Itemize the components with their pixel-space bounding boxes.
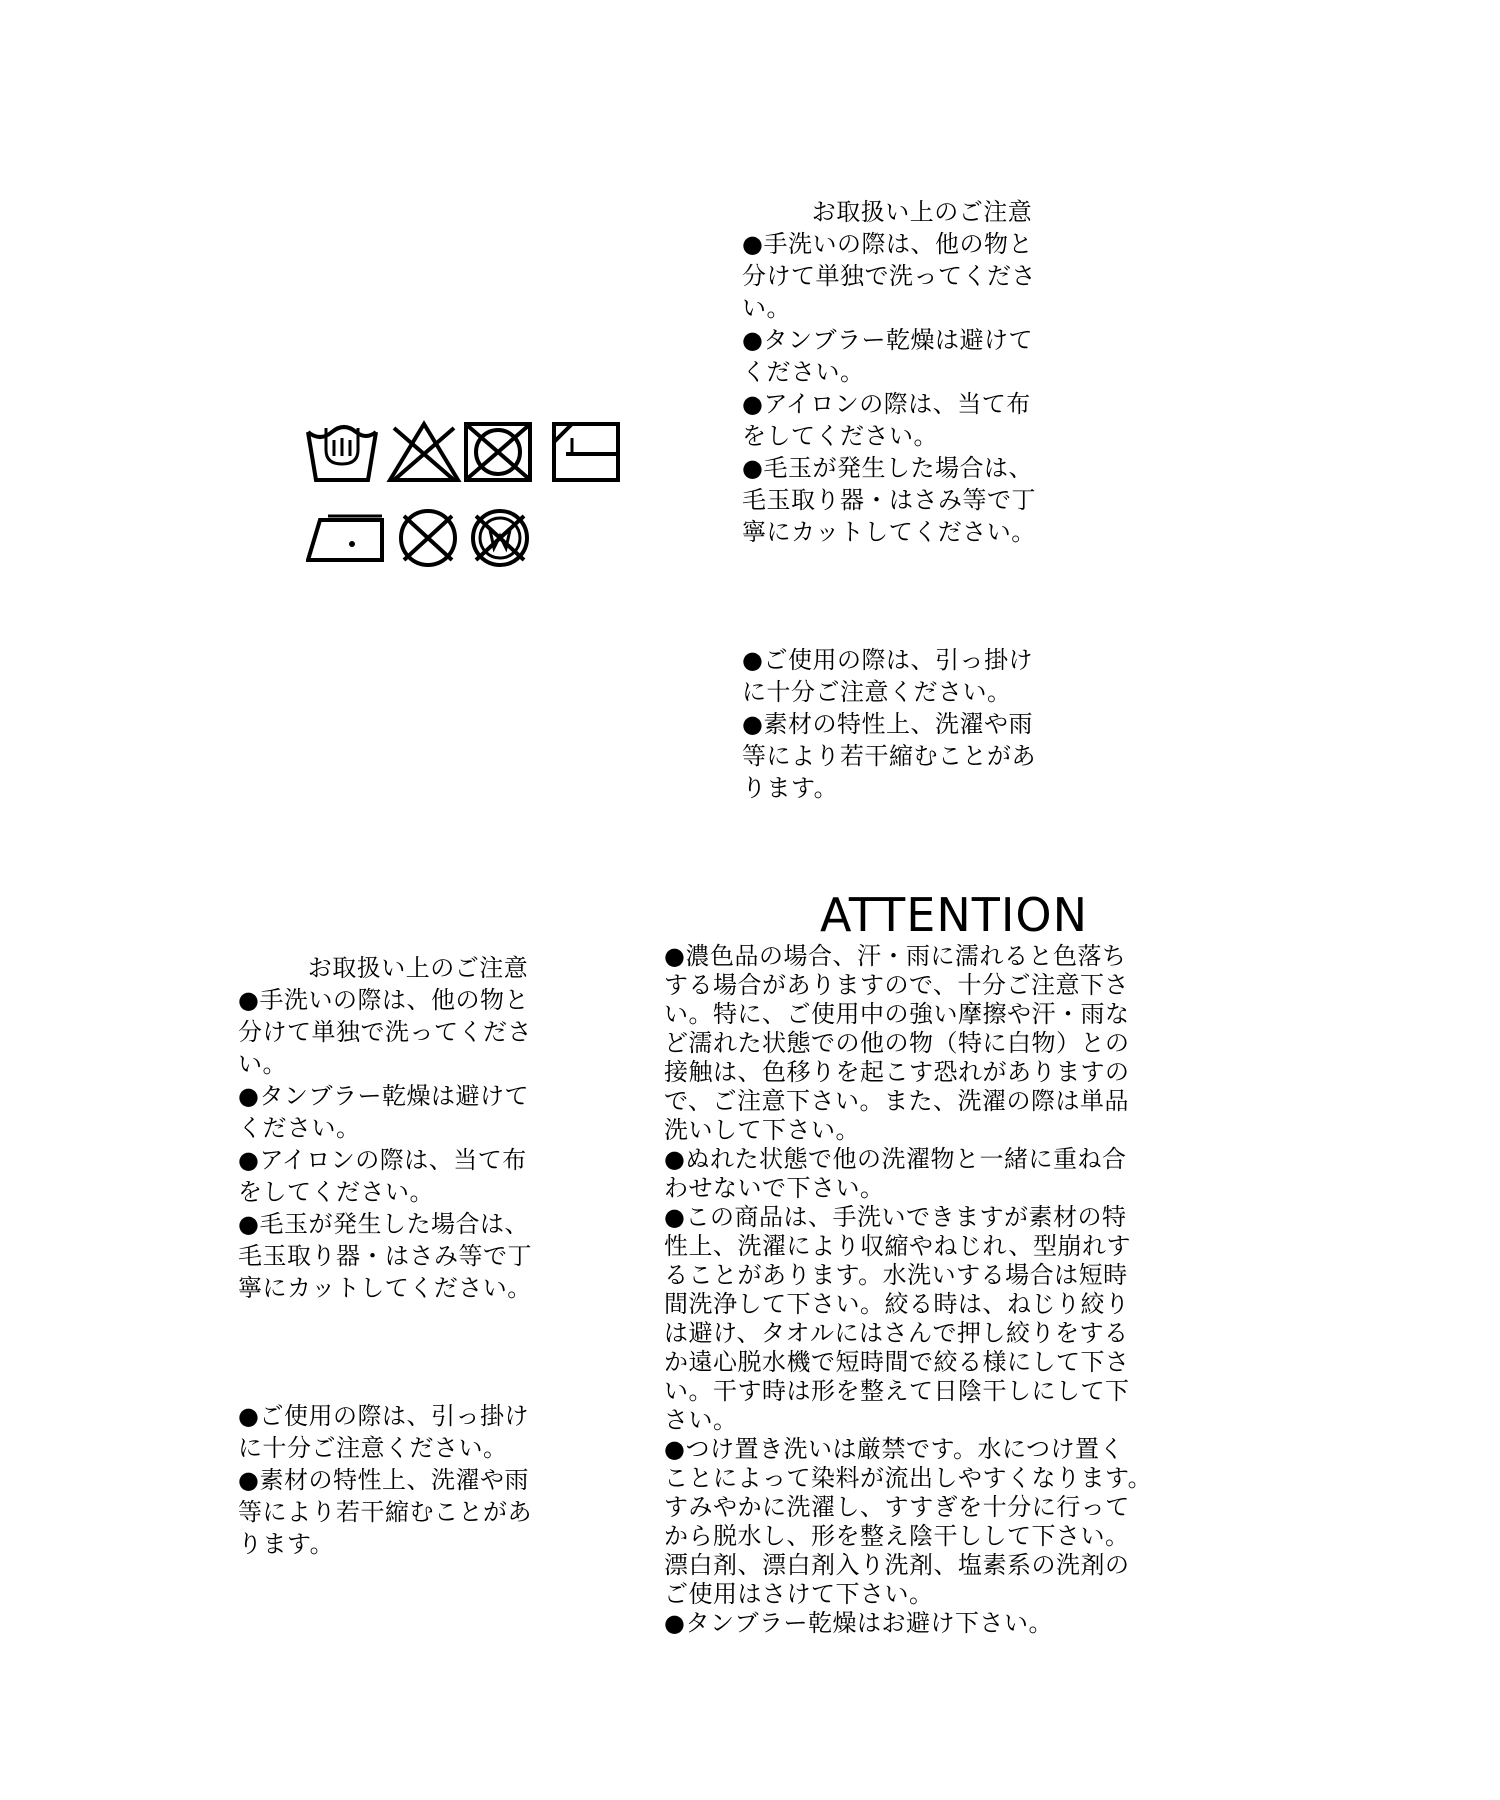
notice-line: ●毛玉が発生した場合は、 — [238, 1210, 529, 1238]
notice-title: お取扱い上のご注意 — [811, 198, 1033, 226]
notice-line: 等により若干縮むことがあ — [742, 742, 1036, 770]
attention-line: ることがあります。水洗いする場合は短時 — [664, 1261, 1128, 1289]
notice-top-extra — [742, 644, 1102, 804]
notice-top — [742, 196, 1102, 548]
hand-wash-30-icon — [308, 427, 376, 480]
attention-line: ●つけ置き洗いは厳禁です。水につけ置く — [664, 1435, 1125, 1463]
no-bleach-icon — [390, 424, 458, 480]
attention-line: 接触は、色移りを起こす恐れがありますの — [664, 1058, 1130, 1086]
no-wet-clean-icon — [473, 511, 527, 565]
attention-line: 性上、洗濯により収縮やねじれ、型崩れす — [664, 1232, 1131, 1260]
attention-line: さい。 — [664, 1406, 738, 1434]
attention-line: から脱水し、形を整え陰干しして下さい。 — [664, 1522, 1130, 1550]
dry-flat-shade-icon — [554, 424, 618, 480]
no-tumble-dry-icon — [466, 424, 530, 480]
iron-low-icon — [308, 516, 382, 560]
attention-line: か遠心脱水機で短時間で絞る様にして下さ — [664, 1348, 1130, 1376]
notice-line: ●手洗いの際は、他の物と — [238, 986, 529, 1014]
attention-line: は避け、タオルにはさんで押し絞りをする — [664, 1319, 1129, 1347]
attention-line: 洗いして下さい。 — [664, 1116, 860, 1144]
notice-line: 毛玉取り器・はさみ等で丁 — [742, 486, 1036, 514]
notice-line: に十分ご注意ください。 — [238, 1434, 508, 1462]
notice-line: をしてください。 — [238, 1178, 434, 1206]
notice-line: ります。 — [238, 1530, 335, 1558]
notice-line: 寧にカットしてください。 — [742, 518, 1036, 546]
notice-line: ●手洗いの際は、他の物と — [742, 230, 1033, 258]
attention-line: い。特に、ご使用中の強い摩擦や汗・雨な — [664, 1000, 1130, 1028]
notice-line: 毛玉取り器・はさみ等で丁 — [238, 1242, 532, 1270]
attention-line: ●濃色品の場合、汗・雨に濡れると色落ち — [664, 942, 1127, 970]
notice-line: ください。 — [742, 358, 865, 386]
notice-line: ●ご使用の際は、引っ掛け — [238, 1402, 529, 1430]
notice-line: 分けて単独で洗ってくださ — [238, 1018, 532, 1046]
attention-line: ●ぬれた状態で他の洗濯物と一緒に重ね合 — [664, 1145, 1127, 1173]
attention-line: 間洗浄して下さい。絞る時は、ねじり絞り — [664, 1290, 1130, 1318]
notice-bottom — [238, 952, 598, 1304]
notice-bottom-extra — [238, 1400, 598, 1560]
notice-line: 寧にカットしてください。 — [238, 1274, 532, 1302]
notice-line: をしてください。 — [742, 422, 938, 450]
notice-line: に十分ご注意ください。 — [742, 678, 1012, 706]
attention-body — [664, 942, 1244, 1638]
notice-line: ●毛玉が発生した場合は、 — [742, 454, 1033, 482]
notice-line: ください。 — [238, 1114, 361, 1142]
notice-line: ●タンブラー乾燥は避けて — [742, 326, 1033, 354]
notice-line: ●素材の特性上、洗濯や雨 — [742, 710, 1033, 738]
attention-line: 漂白剤、漂白剤入り洗剤、塩素系の洗剤の — [664, 1551, 1130, 1579]
no-dry-clean-icon — [401, 511, 455, 565]
attention-line: い。干す時は形を整えて日陰干しにして下 — [664, 1377, 1130, 1405]
attention-line: わせないで下さい。 — [664, 1174, 885, 1202]
attention-line: ど濡れた状態での他の物（特に白物）との — [664, 1029, 1130, 1057]
notice-line: 分けて単独で洗ってくださ — [742, 262, 1036, 290]
notice-line: い。 — [742, 294, 791, 322]
attention-line: すみやかに洗濯し、すすぎを十分に行って — [664, 1493, 1130, 1521]
attention-line: ●この商品は、手洗いできますが素材の特 — [664, 1203, 1127, 1231]
attention-line: で、ご注意下さい。また、洗濯の際は単品 — [664, 1087, 1130, 1115]
notice-line: ●アイロンの際は、当て布 — [742, 390, 1031, 418]
attention-line: ご使用はさけて下さい。 — [664, 1580, 934, 1608]
notice-line: 等により若干縮むことがあ — [238, 1498, 532, 1526]
attention-line: ことによって染料が流出しやすくなります。 — [664, 1464, 1153, 1492]
notice-line: ります。 — [742, 774, 839, 802]
notice-line: ●ご使用の際は、引っ掛け — [742, 646, 1033, 674]
attention-title: ATTENTION — [820, 888, 1089, 942]
notice-title: お取扱い上のご注意 — [307, 954, 529, 982]
notice-line: い。 — [238, 1050, 287, 1078]
notice-line: ●タンブラー乾燥は避けて — [238, 1082, 529, 1110]
notice-line: ●アイロンの際は、当て布 — [238, 1146, 527, 1174]
care-symbols — [306, 420, 636, 570]
attention-line: する場合がありますので、十分ご注意下さ — [664, 971, 1130, 999]
notice-line: ●素材の特性上、洗濯や雨 — [238, 1466, 529, 1494]
attention-line: ●タンブラー乾燥はお避け下さい。 — [664, 1609, 1053, 1637]
